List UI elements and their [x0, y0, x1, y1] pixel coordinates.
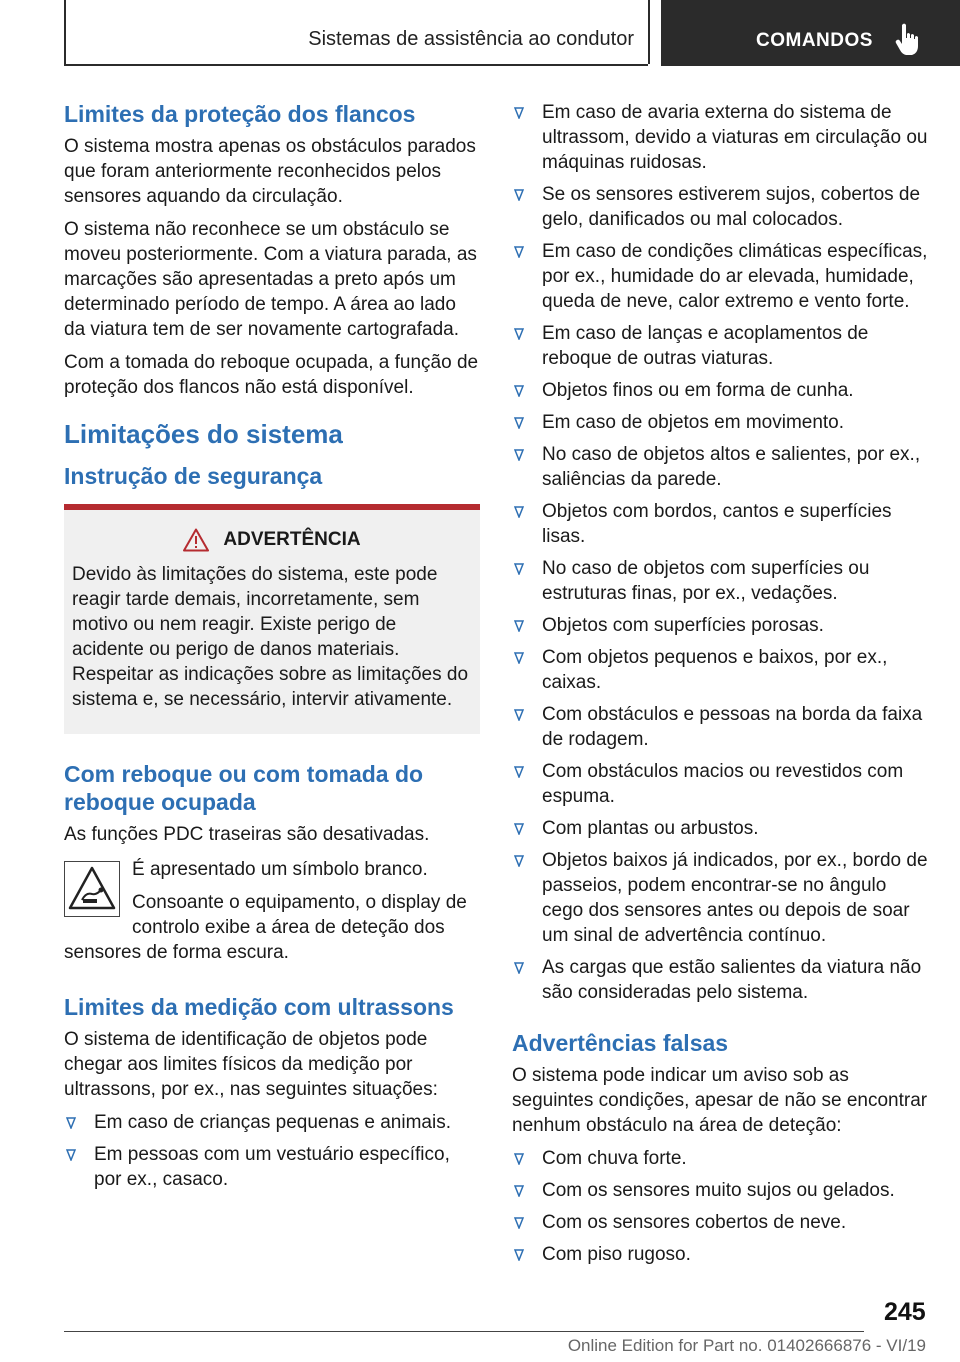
- bullet-triangle-icon: [514, 417, 524, 429]
- header-right-rule: [648, 0, 650, 64]
- list-item: Em caso de crianças pequenas e animais.: [64, 1110, 480, 1135]
- warning-triangle-icon: [183, 528, 209, 552]
- warning-header: [72, 528, 472, 552]
- list-situacoes: [512, 100, 928, 1005]
- list-item: Em caso de condições climáticas específicas, por ex., humidade do ar elevada, humidade, queda de neve, calor extremo e vento forte.: [512, 239, 928, 314]
- header-underline: [64, 64, 648, 66]
- list-item: Em pessoas com um vestuário específico, por ex., casaco.: [64, 1142, 480, 1192]
- page-number: 245: [884, 1298, 926, 1326]
- paragraph: Consoante o equipamento, o display de controlo exibe a área de deteção dos sensores de forma escura.: [64, 892, 467, 963]
- heading-falsas: Advertências falsas: [512, 1030, 729, 1056]
- list-item: As cargas que estão salientes da viatura não são consideradas pelo sistema.: [512, 955, 928, 1005]
- heading-seguranca: Instrução de segurança: [64, 463, 323, 489]
- footer-edition: Online Edition for Part no. 01402666876 - VI/19: [567, 1336, 926, 1355]
- warning-box: [64, 510, 480, 734]
- list-item: No caso de objetos altos e salientes, por ex., saliências da parede.: [512, 442, 928, 492]
- list-ultrassons: [64, 1110, 480, 1192]
- heading-flancos: Limites da proteção dos flancos: [64, 101, 416, 127]
- paragraph: O sistema não reconhece se um obstáculo se moveu posteriormente. Com a viatura parada, as marcações são apresentadas a preto após um determinado período de tempo. A área ao lado da viatura tem de ser novamente cartografada.: [64, 219, 477, 340]
- list-item: Com piso rugoso.: [512, 1242, 928, 1267]
- heading-limitacoes: Limitações do sistema: [64, 419, 343, 449]
- bullet-triangle-icon: [514, 823, 524, 835]
- bullet-triangle-icon: [514, 620, 524, 632]
- list-item: Com obstáculos e pessoas na borda da faixa de rodagem.: [512, 702, 928, 752]
- list-item: Com obstáculos macios ou revestidos com espuma.: [512, 759, 928, 809]
- list-item: Em caso de avaria externa do sistema de ultrassom, devido a viaturas em circulação ou máquinas ruidosas.: [512, 100, 928, 175]
- list-item: Objetos com bordos, cantos e superfícies lisas.: [512, 499, 928, 549]
- right-column: [512, 100, 928, 1274]
- bullet-triangle-icon: [514, 563, 524, 575]
- bullet-triangle-icon: [514, 189, 524, 201]
- paragraph: O sistema pode indicar um aviso sob as seguintes condições, apesar de não se encontrar nenhum obstáculo na área de deteção:: [512, 1065, 928, 1136]
- bullet-triangle-icon: [514, 855, 524, 867]
- trailer-warning-symbol-icon: [64, 861, 120, 917]
- paragraph: O sistema de identificação de objetos pode chegar aos limites físicos da medição por ultrassons, por ex., nas seguintes situações:: [64, 1029, 438, 1100]
- bullet-triangle-icon: [514, 246, 524, 258]
- pointing-hand-icon: [894, 22, 924, 56]
- left-column: [64, 100, 480, 1199]
- list-item: Objetos com superfícies porosas.: [512, 613, 928, 638]
- heading-ultrassons: Limites da medição com ultrassons: [64, 994, 454, 1020]
- list-item: Com os sensores muito sujos ou gelados.: [512, 1178, 928, 1203]
- bullet-triangle-icon: [514, 709, 524, 721]
- paragraph: As funções PDC traseiras são desativadas.: [64, 824, 430, 845]
- symbol-block: [64, 855, 480, 965]
- bullet-triangle-icon: [514, 385, 524, 397]
- bullet-triangle-icon: [514, 652, 524, 664]
- bullet-triangle-icon: [514, 766, 524, 778]
- warning-text: Devido às limitações do sistema, este pode reagir tarde demais, incorretamente, sem motivo ou nem reagir. Existe perigo de acidente ou perigo de danos materiais. Respeitar as indicações sobre as limitações do sistema e, se necessário, intervir ativamente.: [72, 564, 469, 710]
- paragraph: Com a tomada do reboque ocupada, a função de proteção dos flancos não está disponível.: [64, 352, 479, 398]
- list-item: No caso de objetos com superfícies ou estruturas finas, por ex., vedações.: [512, 556, 928, 606]
- bullet-triangle-icon: [66, 1149, 76, 1161]
- list-item: Com os sensores cobertos de neve.: [512, 1210, 928, 1235]
- paragraph: É apresentado um símbolo branco.: [132, 859, 428, 880]
- bullet-triangle-icon: [514, 506, 524, 518]
- list-item: Objetos finos ou em forma de cunha.: [512, 378, 928, 403]
- paragraph: O sistema mostra apenas os obstáculos parados que foram anteriormente reconhecidos pelos sensores aquando da circulação.: [64, 136, 476, 207]
- bullet-triangle-icon: [514, 1153, 524, 1165]
- section-title: Sistemas de assistência ao condutor: [308, 28, 634, 50]
- chapter-tab-label: COMANDOS: [756, 30, 873, 51]
- list-item: Com chuva forte.: [512, 1146, 928, 1171]
- bullet-triangle-icon: [514, 1249, 524, 1261]
- list-item: Em caso de lanças e acoplamentos de reboque de outras viaturas.: [512, 321, 928, 371]
- list-item: Em caso de objetos em movimento.: [512, 410, 928, 435]
- bullet-triangle-icon: [514, 962, 524, 974]
- bullet-triangle-icon: [514, 1185, 524, 1197]
- bullet-triangle-icon: [514, 328, 524, 340]
- list-item: Se os sensores estiverem sujos, cobertos de gelo, danificados ou mal colocados.: [512, 182, 928, 232]
- bullet-triangle-icon: [514, 449, 524, 461]
- heading-reboque: Com reboque ou com tomada do reboque ocupada: [64, 761, 424, 815]
- list-item: Com objetos pequenos e baixos, por ex., caixas.: [512, 645, 928, 695]
- list-item: Com plantas ou arbustos.: [512, 816, 928, 841]
- list-item: Objetos baixos já indicados, por ex., bordo de passeios, podem encontrar-se no ângulo cego dos sensores antes ou depois de soar um sinal de advertência contínuo.: [512, 848, 928, 948]
- bullet-triangle-icon: [514, 107, 524, 119]
- warning-title: ADVERTÊNCIA: [223, 529, 361, 550]
- footer-rule: [64, 1331, 864, 1332]
- list-falsas: [512, 1146, 928, 1267]
- bullet-triangle-icon: [514, 1217, 524, 1229]
- bullet-triangle-icon: [66, 1117, 76, 1129]
